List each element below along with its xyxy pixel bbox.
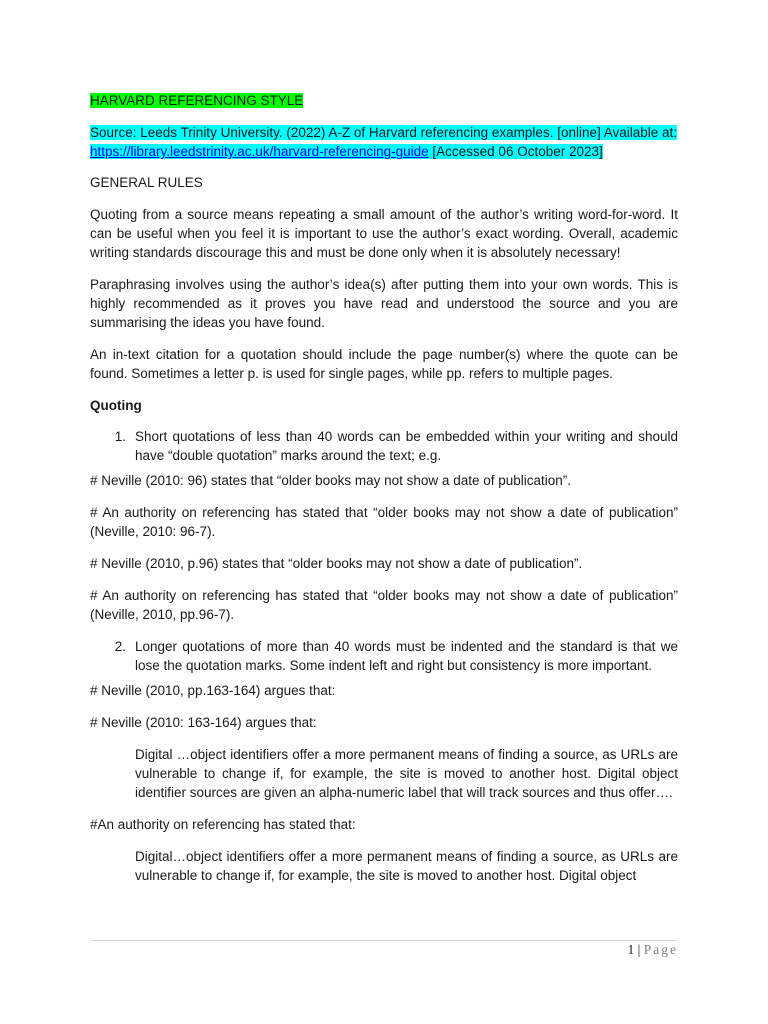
general-rules-heading: GENERAL RULES (90, 175, 203, 190)
example-3: # Neville (2010, p.96) states that “older books may not show a date of publication”. (90, 556, 583, 571)
paragraph-intext-citation: An in-text citation for a quotation should include the page number(s) where the quote can be found. Sometimes a letter p. is used for single pages, while pp. refers to multiple pages. (90, 347, 678, 381)
source-link[interactable]: https://library.leedstrinity.ac.uk/harvard-referencing-guide (90, 144, 429, 159)
example-2: # An authority on referencing has stated that “older books may not show a date of publication” (Neville, 2010: 96-7). (90, 505, 678, 539)
paragraph-paraphrasing: Paraphrasing involves using the author’s idea(s) after putting them into your own words. This is highly recommended as it proves you have read and understood the source and you are summarising the ideas you have found. (90, 277, 678, 330)
numbered-item-1 (90, 427, 678, 465)
document-title (90, 91, 678, 110)
quoting-heading: Quoting (90, 398, 142, 413)
item-number: 2. (114, 639, 126, 654)
page-number: 1 (627, 942, 635, 957)
example-1: # Neville (2010: 96) states that “older books may not show a date of publication”. (90, 473, 572, 488)
source-prefix: Source: Leeds Trinity University. (2022) A-Z of Harvard referencing examples. [online] Available at: (90, 125, 678, 140)
item-text: Short quotations of less than 40 words can be embedded within your writing and should have “double quotation” marks around the text; e.g. (135, 429, 678, 463)
item-number: 1. (114, 429, 126, 444)
numbered-item-2 (90, 637, 678, 675)
block-quote-2: Digital…object identifiers offer a more permanent means of finding a source, as URLs are vulnerable to change if, for example, the site is moved to another host. Digital object (135, 849, 678, 883)
example-5: # Neville (2010, pp.163-164) argues that: (90, 683, 336, 698)
document-body (90, 91, 678, 898)
page-footer (628, 942, 678, 958)
footer-separator: | (634, 942, 644, 957)
block-quote-1: Digital …object identifiers offer a more permanent means of finding a source, as URLs are vulnerable to change if, for example, the site is moved to another host. Digital object identifier sources are given an alpha-numeric label that will track sources and thus offer…. (135, 747, 678, 800)
page-label: Page (643, 942, 678, 957)
footer-divider (90, 940, 678, 941)
source-suffix: [Accessed 06 October 2023] (428, 144, 603, 159)
item-text: Longer quotations of more than 40 words must be indented and the standard is that we lose the quotation marks. Some indent left and right but consistency is more important. (135, 639, 678, 673)
example-4: # An authority on referencing has stated that “older books may not show a date of publication” (Neville, 2010, pp.96-7). (90, 588, 678, 622)
example-6: # Neville (2010: 163-164) argues that: (90, 715, 317, 730)
source-citation (90, 123, 678, 161)
example-7: #An authority on referencing has stated that: (90, 817, 356, 832)
source-highlight (90, 125, 677, 159)
title-highlight: HARVARD REFERENCING STYLE (90, 93, 304, 108)
paragraph-quoting: Quoting from a source means repeating a small amount of the author’s writing word-for-word. It can be useful when you feel it is important to use the author’s exact wording. Overall, academic writing standards discourage this and must be done only when it is absolutely necessary! (90, 207, 678, 260)
